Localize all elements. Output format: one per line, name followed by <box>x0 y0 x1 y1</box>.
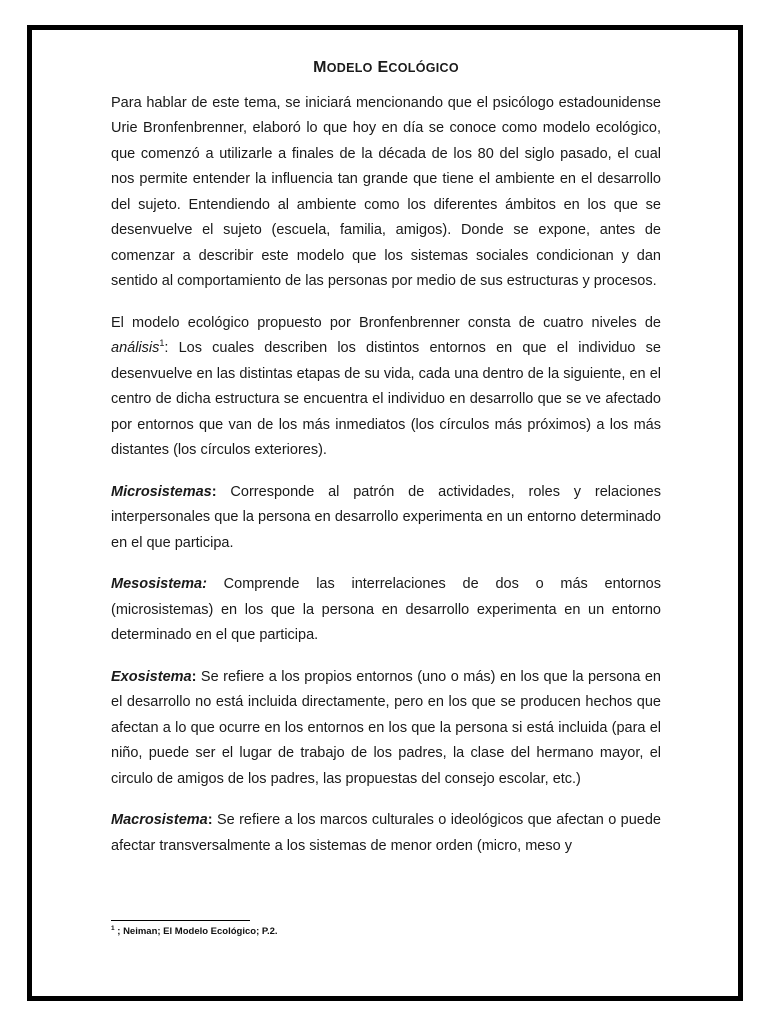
footnote-ref[interactable]: 1 <box>159 338 165 349</box>
microsistemas-paragraph: Microsistemas: Corresponde al patrón de actividades, roles y relaciones interpersonales que la persona en desarrollo experimenta en un entorno determinado en el que participa. <box>111 483 661 551</box>
footnote: $^1$ ; Neiman; El Modelo Ecológico; P.2. <box>111 924 278 937</box>
macrosistema-paragraph: Macrosistema: Se refiere a los marcos culturales o ideológicos que afectan o puede afectar transversalmente a los sistemas de menor orden (micro, meso y <box>111 812 661 854</box>
exosistema-paragraph: Exosistema: Se refiere a los propios entornos (uno o más) en los que la persona en el desarrollo no está incluida directamente, pero en los que se producen hechos que afectan a lo que ocurre en los entornos en los que la persona si está incluida (para el niño, puede ser el lugar de trabajo de los padres, la clase del hermano mayor, el circulo de amigos de los padres, las propuestas del consejo escolar, etc.) <box>111 668 661 787</box>
intro-paragraph: Para hablar de este tema, se iniciará mencionando que el psicólogo estadounidense Urie Bronfenbrenner, elaboró lo que hoy en día se conoce como modelo ecológico, que comenzó a utilizarle a finales de la década de los 80 del siglo pasado, el cual nos permite entender la influencia tan grande que tiene el ambiente en el desarrollo del sujeto. Entendiendo al ambiente como los diferentes ámbitos en los que se desenvuelve el sujeto (escuela, familia, amigos). Donde se expone, antes de comenzar a describir este modelo que los sistemas sociales condicionan y dan sentido al comportamiento de las personas por medio de sus estructuras y procesos. <box>111 94 661 289</box>
mesosistema-term: Mesosistema: <box>111 576 207 592</box>
microsistemas-term: Microsistemas <box>111 483 212 500</box>
page-frame <box>27 25 743 1001</box>
exosistema-term: Exosistema <box>111 668 192 685</box>
mesosistema-paragraph: Mesosistema: Comprende las interrelaciones de dos o más entornos (microsistemas) en los que la persona en desarrollo experimenta en un entorno determinado en el que participa. <box>111 576 661 643</box>
footnote-divider <box>111 920 250 921</box>
model-paragraph: El modelo ecológico propuesto por Bronfenbrenner consta de cuatro niveles de análisis$^1$: Los cuales describen los distintos entornos en que el individuo se desenvuelve en las distintas etapas de su vida, cada una dentro de la siguiente, en el centro de dicha estructura se encuentra el individuo en desarrollo que se ve afectado por entornos que van de los más inmediatos (los círculos más próximos) a los más distantes (los círculos exteriores). <box>111 314 661 458</box>
macrosistema-term: Macrosistema <box>111 812 208 828</box>
document-title: MODELO ECOLÓGICO <box>313 59 459 76</box>
analysis-term: análisis <box>111 340 160 356</box>
document-body <box>111 30 661 875</box>
